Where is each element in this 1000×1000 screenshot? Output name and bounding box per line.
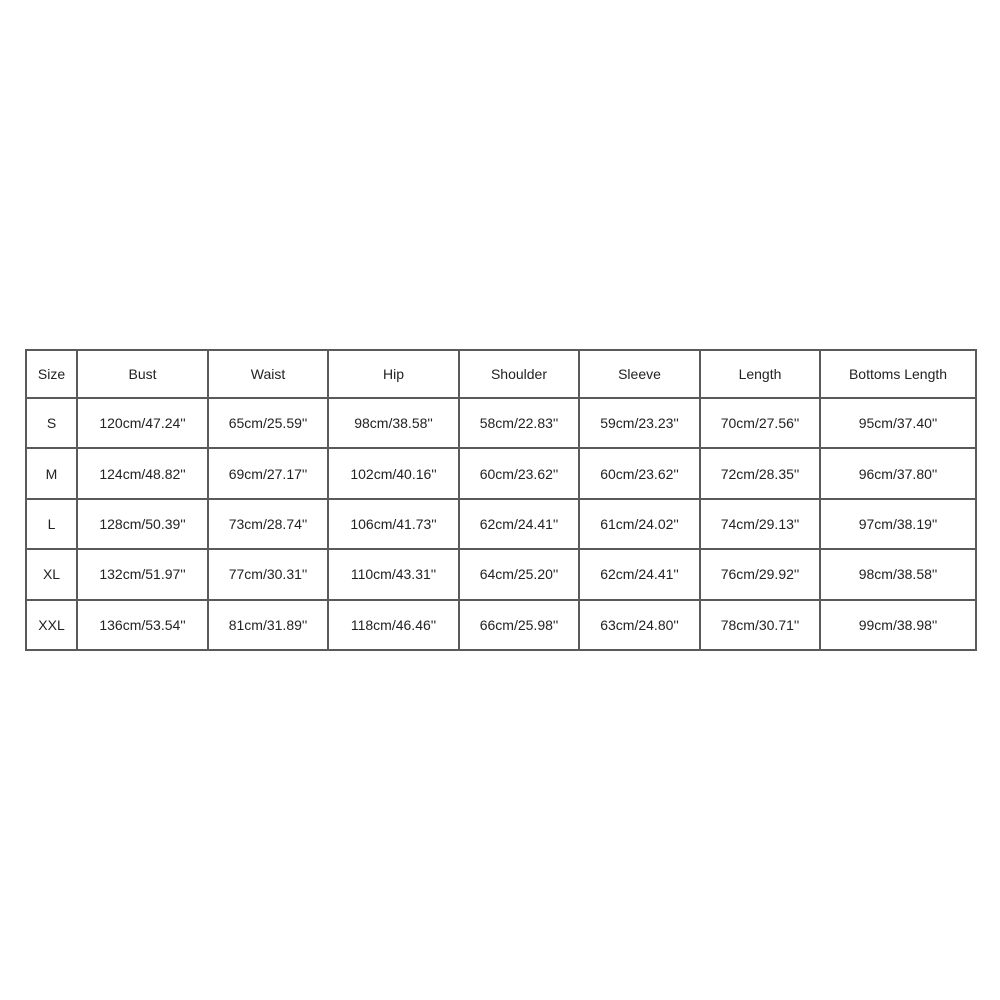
header-shoulder: Shoulder [459, 350, 579, 398]
table-cell-size: XXL [26, 600, 77, 650]
table-cell-sleeve: 63cm/24.80'' [579, 600, 700, 650]
table-row [26, 499, 976, 549]
table-cell-sleeve: 59cm/23.23'' [579, 398, 700, 448]
table-cell-hip: 98cm/38.58'' [328, 398, 459, 448]
table-cell-sleeve: 61cm/24.02'' [579, 499, 700, 549]
table-cell-sleeve: 60cm/23.62'' [579, 448, 700, 498]
table-cell-bottoms-length: 96cm/37.80'' [820, 448, 976, 498]
table-cell-bust: 128cm/50.39'' [77, 499, 208, 549]
table-cell-shoulder: 58cm/22.83'' [459, 398, 579, 448]
size-chart-body [26, 398, 976, 650]
table-cell-shoulder: 62cm/24.41'' [459, 499, 579, 549]
table-row [26, 448, 976, 498]
table-cell-bottoms-length: 99cm/38.98'' [820, 600, 976, 650]
table-cell-hip: 110cm/43.31'' [328, 549, 459, 599]
table-row [26, 398, 976, 448]
table-cell-bust: 124cm/48.82'' [77, 448, 208, 498]
table-cell-waist: 73cm/28.74'' [208, 499, 328, 549]
table-cell-length: 74cm/29.13'' [700, 499, 820, 549]
table-cell-hip: 118cm/46.46'' [328, 600, 459, 650]
table-row [26, 549, 976, 599]
table-cell-bottoms-length: 95cm/37.40'' [820, 398, 976, 448]
table-cell-length: 72cm/28.35'' [700, 448, 820, 498]
header-row [26, 350, 976, 398]
table-cell-hip: 102cm/40.16'' [328, 448, 459, 498]
table-cell-length: 76cm/29.92'' [700, 549, 820, 599]
header-bust: Bust [77, 350, 208, 398]
table-cell-bust: 132cm/51.97'' [77, 549, 208, 599]
table-cell-bust: 136cm/53.54'' [77, 600, 208, 650]
table-cell-waist: 65cm/25.59'' [208, 398, 328, 448]
header-bottoms-length: Bottoms Length [820, 350, 976, 398]
table-cell-sleeve: 62cm/24.41'' [579, 549, 700, 599]
table-cell-shoulder: 64cm/25.20'' [459, 549, 579, 599]
table-cell-length: 78cm/30.71'' [700, 600, 820, 650]
header-length: Length [700, 350, 820, 398]
header-hip: Hip [328, 350, 459, 398]
header-waist: Waist [208, 350, 328, 398]
table-cell-hip: 106cm/41.73'' [328, 499, 459, 549]
size-chart-header [26, 350, 976, 398]
table-cell-shoulder: 60cm/23.62'' [459, 448, 579, 498]
table-row [26, 600, 976, 650]
table-cell-bottoms-length: 97cm/38.19'' [820, 499, 976, 549]
size-chart-table [25, 349, 977, 651]
table-cell-size: M [26, 448, 77, 498]
table-cell-size: XL [26, 549, 77, 599]
header-size: Size [26, 350, 77, 398]
table-cell-waist: 77cm/30.31'' [208, 549, 328, 599]
table-cell-waist: 69cm/27.17'' [208, 448, 328, 498]
table-cell-size: L [26, 499, 77, 549]
table-cell-length: 70cm/27.56'' [700, 398, 820, 448]
table-cell-bottoms-length: 98cm/38.58'' [820, 549, 976, 599]
table-cell-waist: 81cm/31.89'' [208, 600, 328, 650]
table-cell-shoulder: 66cm/25.98'' [459, 600, 579, 650]
table-cell-bust: 120cm/47.24'' [77, 398, 208, 448]
table-cell-size: S [26, 398, 77, 448]
header-sleeve: Sleeve [579, 350, 700, 398]
